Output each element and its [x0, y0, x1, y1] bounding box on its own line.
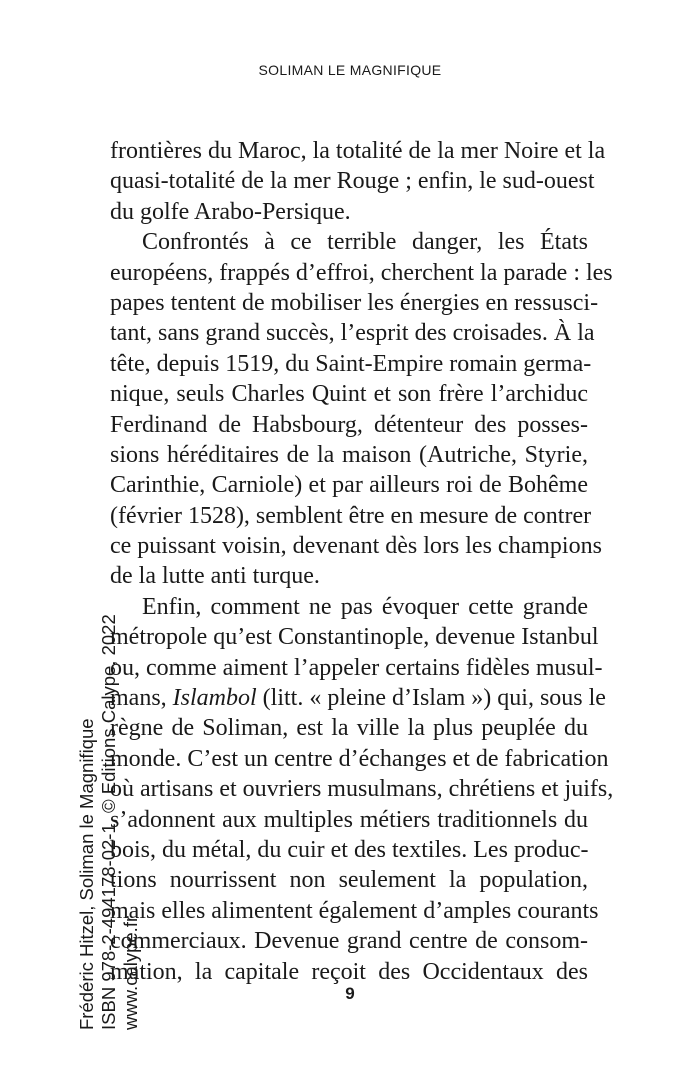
text-line: Enfin, comment ne pas évoquer cette grande	[142, 593, 588, 620]
body-text	[110, 136, 614, 987]
text-line: tant, sans grand succès, l’esprit des croisades. À la	[110, 320, 595, 347]
text-line: ce puissant voisin, devenant dès lors les champions	[110, 533, 602, 560]
text-line: quasi-totalité de la mer Rouge ; enfin, le sud-ouest	[110, 168, 595, 195]
text-line: monde. C’est un centre d’échanges et de fabrication	[110, 745, 609, 772]
text-line: frontières du Maroc, la totalité de la mer Noire et la	[110, 138, 606, 164]
page-number: 9	[345, 984, 355, 1003]
side-credit	[76, 614, 142, 1030]
text-line: s’adonnent aux multiples métiers traditionnels du	[110, 806, 588, 833]
text-line: mais elles alimentent également d’amples courants	[110, 897, 599, 924]
text-line: tête, depuis 1519, du Saint-Empire romain germa-	[110, 350, 592, 377]
text-line: mation, la capitale reçoit des Occidentaux des	[110, 958, 588, 985]
italic-term: Islambol	[172, 685, 257, 712]
text-segment: mans,	[110, 685, 173, 712]
text-line: européens, frappés d’effroi, cherchent la parade : les	[110, 259, 613, 286]
text-line: papes tentent de mobiliser les énergies en ressusci-	[110, 289, 599, 316]
text-line	[110, 683, 606, 713]
credit-isbn: ISBN 978-2-494178-02-1, © Editions Calype, 2022	[98, 614, 119, 1030]
text-line: règne de Soliman, est la ville la plus peuplée du	[110, 715, 588, 742]
running-head: SOLIMAN LE MAGNIFIQUE	[258, 62, 442, 78]
text-line: de la lutte anti turque.	[110, 563, 320, 590]
text-line: ou, comme aiment l’appeler certains fidèles musul-	[110, 654, 603, 681]
text-line: commerciaux. Devenue grand centre de consom-	[110, 928, 588, 955]
text-line: où artisans et ouvriers musulmans, chrétiens et juifs,	[110, 776, 614, 803]
text-line: Carinthie, Carniole) et par ailleurs roi de Bohême	[110, 472, 588, 499]
text-line: Ferdinand de Habsbourg, détenteur des posses-	[110, 411, 588, 438]
credit-website: www.calype.fr	[120, 915, 141, 1030]
text-line: métropole qu’est Constantinople, devenue Istanbul	[110, 624, 599, 651]
text-line: bois, du métal, du cuir et des textiles. Les produc-	[110, 836, 589, 863]
text-segment: (litt. « pleine d’Islam ») qui, sous le	[256, 685, 606, 712]
text-line: (février 1528), semblent être en mesure de contrer	[110, 502, 592, 529]
text-line: nique, seuls Charles Quint et son frère l’archiduc	[110, 381, 588, 408]
credit-author-title: Frédéric Hitzel, Soliman le Magnifique	[76, 718, 97, 1030]
text-line: du golfe Arabo-Persique.	[110, 198, 351, 225]
text-line: Confrontés à ce terrible danger, les États	[142, 229, 588, 256]
text-line: sions héréditaires de la maison (Autriche, Styrie,	[110, 441, 588, 468]
text-line: tions nourrissent non seulement la population,	[110, 867, 588, 894]
